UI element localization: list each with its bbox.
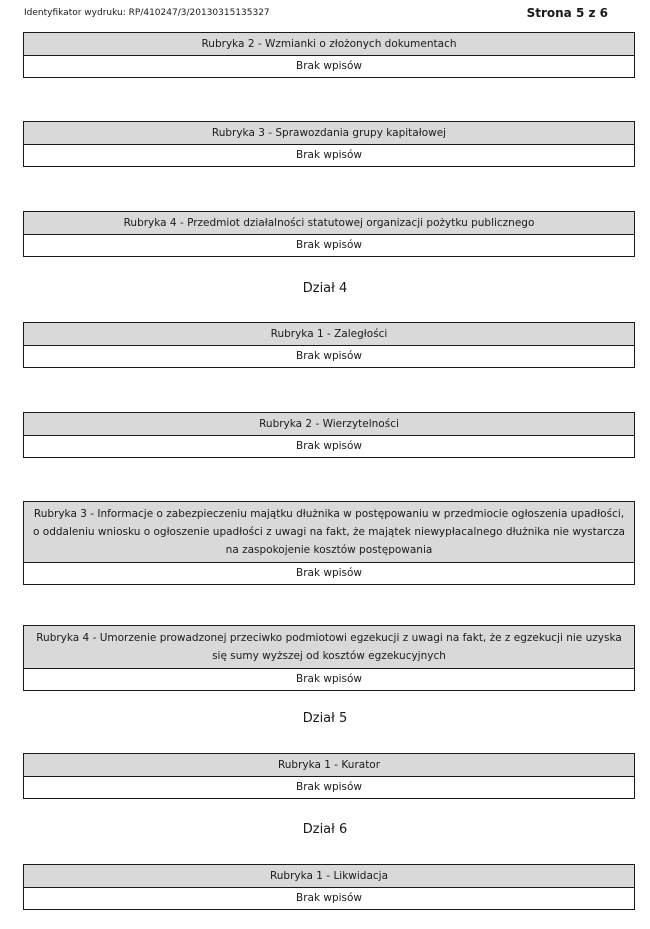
rubric-title: Rubryka 4 - Umorzenie prowadzonej przeciwko podmiotowi egzekucji z uwagi na fakt, że z egzekucji nie uzyska się sumy wyższej od kosztów egzekucyjnych [24,626,634,669]
rubric-value: Brak wpisów [24,563,634,584]
rubric-title: Rubryka 1 - Likwidacja [24,865,634,888]
rubric-box-d6-r1 [23,864,635,910]
page-number: Strona 5 z 6 [526,6,608,20]
rubric-value: Brak wpisów [24,669,634,690]
rubric-title: Rubryka 1 - Kurator [24,754,634,777]
rubric-title: Rubryka 2 - Wzmianki o złożonych dokumentach [24,33,634,56]
rubric-title: Rubryka 3 - Informacje o zabezpieczeniu majątku dłużnika w postępowaniu w przedmiocie ogłoszenia upadłości, o oddaleniu wniosku o ogłoszenie upadłości z uwagi na fakt, że majątek niewypłacalnego dłużnika nie wystarcza na zaspokojenie kosztów postępowania [24,502,634,563]
rubric-box-d5-r1 [23,753,635,799]
rubric-value: Brak wpisów [24,436,634,457]
rubric-value: Brak wpisów [24,56,634,77]
rubric-title: Rubryka 2 - Wierzytelności [24,413,634,436]
rubric-title: Rubryka 3 - Sprawozdania grupy kapitałowej [24,122,634,145]
rubric-value: Brak wpisów [24,888,634,909]
rubric-title: Rubryka 1 - Zaległości [24,323,634,346]
section-heading-dzial-5: Dział 5 [302,711,348,726]
rubric-box-d4-r4 [23,625,635,691]
print-identifier: Identyfikator wydruku: RP/410247/3/20130315135327 [24,8,270,18]
rubric-value: Brak wpisów [24,145,634,166]
rubric-box-d4-r1 [23,322,635,368]
rubric-box-d4-r3 [23,501,635,585]
rubric-box-d3-r4 [23,211,635,257]
rubric-box-d4-r2 [23,412,635,458]
rubric-title: Rubryka 4 - Przedmiot działalności statutowej organizacji pożytku publicznego [24,212,634,235]
rubric-value: Brak wpisów [24,346,634,367]
section-heading-dzial-6: Dział 6 [302,822,348,837]
rubric-value: Brak wpisów [24,777,634,798]
rubric-box-d3-r3 [23,121,635,167]
rubric-value: Brak wpisów [24,235,634,256]
section-heading-dzial-4: Dział 4 [302,281,348,296]
rubric-box-d3-r2 [23,32,635,78]
